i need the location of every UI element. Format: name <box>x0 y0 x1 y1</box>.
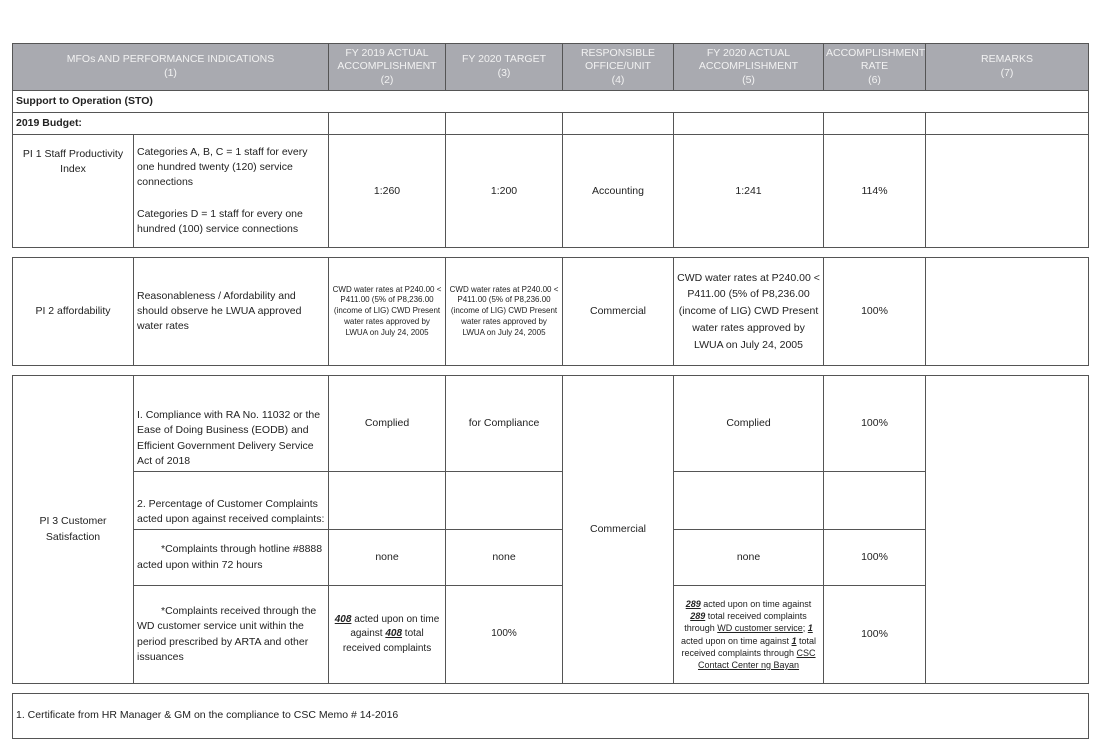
section-row <box>13 91 1089 113</box>
pi3-item4-rate: 100% <box>824 586 926 684</box>
header-remarks: REMARKS (7) <box>926 44 1089 91</box>
pi3-item1-target: for Compliance <box>446 376 563 472</box>
footnote-row <box>13 694 1089 739</box>
performance-table <box>12 43 1089 739</box>
pi3-item3-fy2019: none <box>329 530 446 586</box>
header-rate: ACCOMPLISHMENT RATE (6) <box>824 44 926 91</box>
pi2-office: Commercial <box>563 258 674 366</box>
header-fy2019: FY 2019 ACTUAL ACCOMPLISHMENT (2) <box>329 44 446 91</box>
pi1-fy2019: 1:260 <box>329 135 446 248</box>
pi3-item2-description: 2. Percentage of Customer Complaints acted upon against received complaints: <box>134 472 329 530</box>
spacer-row <box>13 248 1089 258</box>
pi2-description: Reasonableness / Afordability and should observe he LWUA approved water rates <box>134 258 329 366</box>
pi3-item4-fy2019: 408 acted upon on time against 408 total received complaints <box>329 586 446 684</box>
header-mfo: MFOs AND PERFORMANCE INDICATIONS (1) <box>13 44 329 91</box>
pi1-rate: 114% <box>824 135 926 248</box>
pi3-item4-description: *Complaints received through the WD customer service unit within the period prescribed by ARTA and other issuances <box>134 586 329 684</box>
pi3-item4-target: 100% <box>446 586 563 684</box>
pi2-remarks <box>926 258 1089 366</box>
pi3-item1-description: I. Compliance with RA No. 11032 or the Ease of Doing Business (EODB) and Efficient Government Delivery Service Act of 2018 <box>134 376 329 472</box>
pi3-item1-actual: Complied <box>674 376 824 472</box>
pi1-remarks <box>926 135 1089 248</box>
pi2-fy2019: CWD water rates at P240.00 < P411.00 (5% of P8,236.00 (income of LIG) CWD Present water rates approved by LWUA on July 24, 2005 <box>329 258 446 366</box>
pi1-target: 1:200 <box>446 135 563 248</box>
pi1-name: PI 1 Staff Productivity Index <box>13 135 134 248</box>
pi1-row <box>13 135 1089 248</box>
pi2-rate: 100% <box>824 258 926 366</box>
pi3-item4-actual: 289 acted upon on time against 289 total received complaints through WD customer service; 1 acted upon on time against 1 total received complaints through CSC Contact Center ng Bayan <box>674 586 824 684</box>
header-row <box>13 44 1089 91</box>
pi1-description: Categories A, B, C = 1 staff for every one hundred twenty (120) service connections Categories D = 1 staff for every one hundred (100) service connections <box>134 135 329 248</box>
pi3-item3-actual: none <box>674 530 824 586</box>
pi3-item3-rate: 100% <box>824 530 926 586</box>
header-target: FY 2020 TARGET (3) <box>446 44 563 91</box>
pi3-item1-fy2019: Complied <box>329 376 446 472</box>
pi1-actual: 1:241 <box>674 135 824 248</box>
pi3-item1-row <box>13 376 1089 472</box>
pi3-office: Commercial <box>563 376 674 684</box>
performance-report-sheet <box>12 43 1088 739</box>
pi3-remarks <box>926 376 1089 684</box>
pi2-row <box>13 258 1089 366</box>
pi2-target: CWD water rates at P240.00 < P411.00 (5% of P8,236.00 (income of LIG) CWD Present water rates approved by LWUA on July 24, 2005 <box>446 258 563 366</box>
pi2-name: PI 2 affordability <box>13 258 134 366</box>
header-office: RESPONSIBLE OFFICE/UNIT (4) <box>563 44 674 91</box>
budget-label: 2019 Budget: <box>13 113 329 135</box>
pi3-item1-rate: 100% <box>824 376 926 472</box>
spacer-row <box>13 684 1089 694</box>
pi3-item3-target: none <box>446 530 563 586</box>
spacer-row <box>13 366 1089 376</box>
footnote: 1. Certificate from HR Manager & GM on the compliance to CSC Memo # 14-2016 <box>13 694 1089 739</box>
budget-row <box>13 113 1089 135</box>
pi1-office: Accounting <box>563 135 674 248</box>
pi3-name: PI 3 Customer Satisfaction <box>13 376 134 684</box>
pi3-item3-description: *Complaints through hotline #8888 acted upon within 72 hours <box>134 530 329 586</box>
pi2-actual: CWD water rates at P240.00 < P411.00 (5% of P8,236.00 (income of LIG) CWD Present water rates approved by LWUA on July 24, 2005 <box>674 258 824 366</box>
header-actual: FY 2020 ACTUAL ACCOMPLISHMENT (5) <box>674 44 824 91</box>
section-title: Support to Operation (STO) <box>13 91 1089 113</box>
